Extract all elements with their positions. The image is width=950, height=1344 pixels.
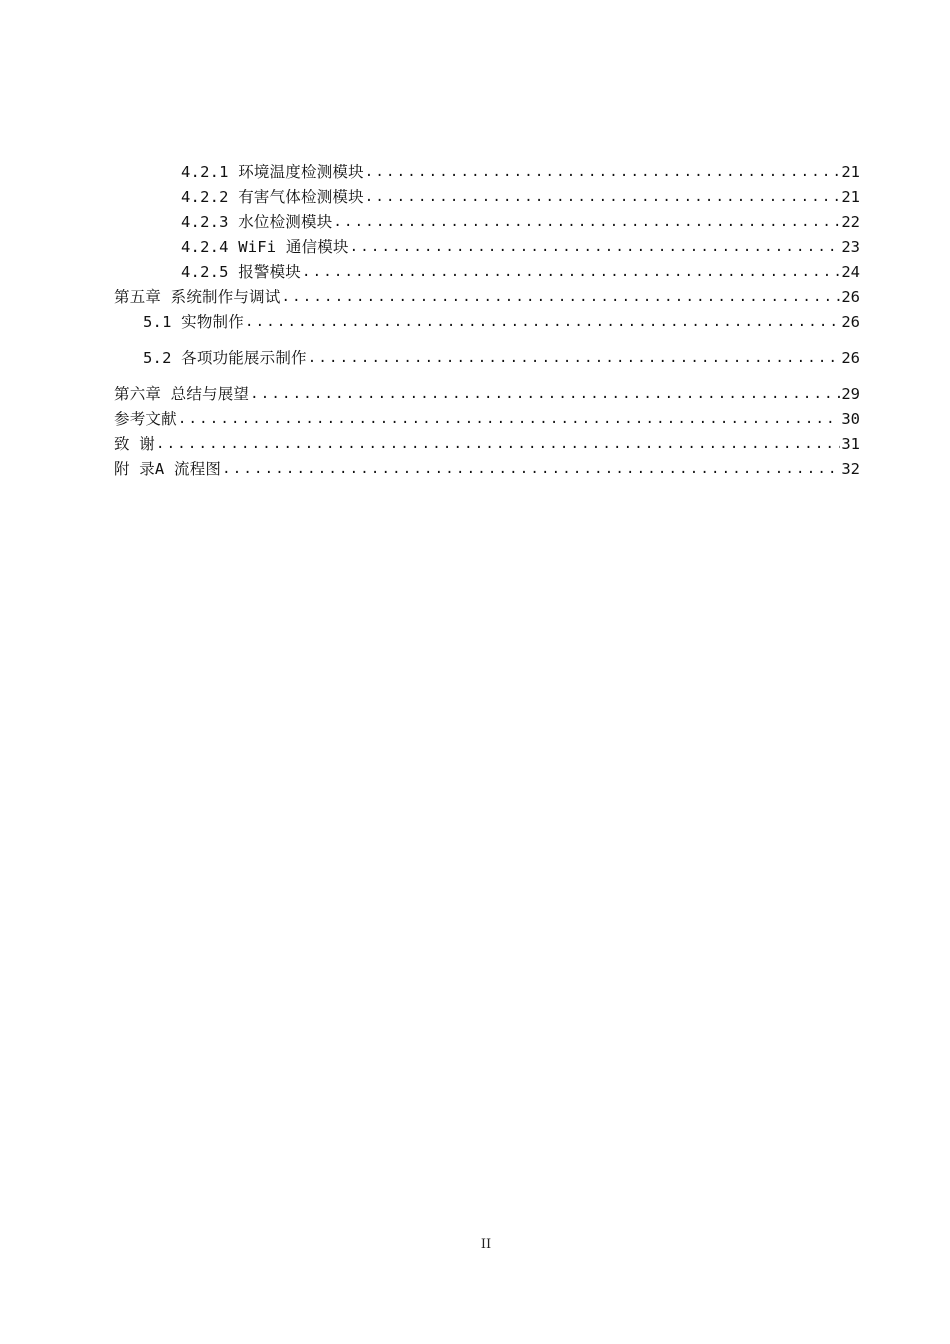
- toc-entry[interactable]: [181, 160, 860, 182]
- toc-entry[interactable]: [181, 235, 860, 257]
- toc-entry-label: 附 录A 流程图: [114, 460, 222, 478]
- toc-dot-leader: [178, 409, 841, 429]
- toc-entry[interactable]: [114, 407, 860, 429]
- toc-entry-page: 21: [841, 163, 860, 181]
- toc-entry-label: 第六章 总结与展望: [114, 385, 250, 403]
- toc-dot-leader: [365, 187, 841, 207]
- toc-dot-leader: [308, 348, 841, 368]
- page-number: II: [480, 1237, 492, 1252]
- toc-entry[interactable]: [114, 457, 860, 479]
- toc-entry-page: 26: [841, 288, 860, 306]
- toc-dot-leader: [350, 237, 841, 257]
- toc-entry[interactable]: [181, 210, 860, 232]
- toc-entry[interactable]: [181, 185, 860, 207]
- toc-entry-label: 致 谢: [114, 435, 155, 453]
- toc-dot-leader: [250, 384, 840, 404]
- toc-entry-label: 5.1 实物制作: [143, 313, 244, 331]
- toc-dot-leader: [282, 287, 841, 307]
- toc-entry-page: 22: [841, 213, 860, 231]
- toc-dot-leader: [156, 434, 840, 454]
- toc-entry-page: 26: [841, 313, 860, 331]
- toc-entry-label: 4.2.1 环境温度检测模块: [181, 163, 364, 181]
- toc-entry-page: 24: [841, 263, 860, 281]
- toc-dot-leader: [302, 262, 840, 282]
- toc-entry-page: 31: [841, 435, 860, 453]
- toc-entry-label: 4.2.5 报警模块: [181, 263, 301, 281]
- toc-entry[interactable]: [114, 432, 860, 454]
- toc-entry-label: 第五章 系统制作与调试: [114, 288, 281, 306]
- toc-entry-label: 参考文献: [114, 410, 177, 428]
- toc-dot-leader: [222, 459, 840, 479]
- toc-entry[interactable]: [143, 346, 860, 368]
- toc-entry-page: 21: [841, 188, 860, 206]
- toc-entry[interactable]: [114, 382, 860, 404]
- toc-entry-page: 23: [841, 238, 860, 256]
- toc-entry-label: 4.2.2 有害气体检测模块: [181, 188, 364, 206]
- toc-entry[interactable]: [114, 285, 860, 307]
- toc-entry-label: 4.2.3 水位检测模块: [181, 213, 333, 231]
- toc-entry[interactable]: [181, 260, 860, 282]
- toc-entry-label: 4.2.4 WiFi 通信模块: [181, 238, 349, 256]
- toc-dot-leader: [333, 212, 840, 232]
- toc-entry[interactable]: [143, 310, 860, 332]
- toc-entry-label: 5.2 各项功能展示制作: [143, 349, 307, 367]
- toc-entry-page: 32: [841, 460, 860, 478]
- toc-entry-page: 29: [841, 385, 860, 403]
- toc-dot-leader: [365, 162, 841, 182]
- toc-dot-leader: [245, 312, 840, 332]
- toc-entry-page: 30: [841, 410, 860, 428]
- toc-entry-page: 26: [841, 349, 860, 367]
